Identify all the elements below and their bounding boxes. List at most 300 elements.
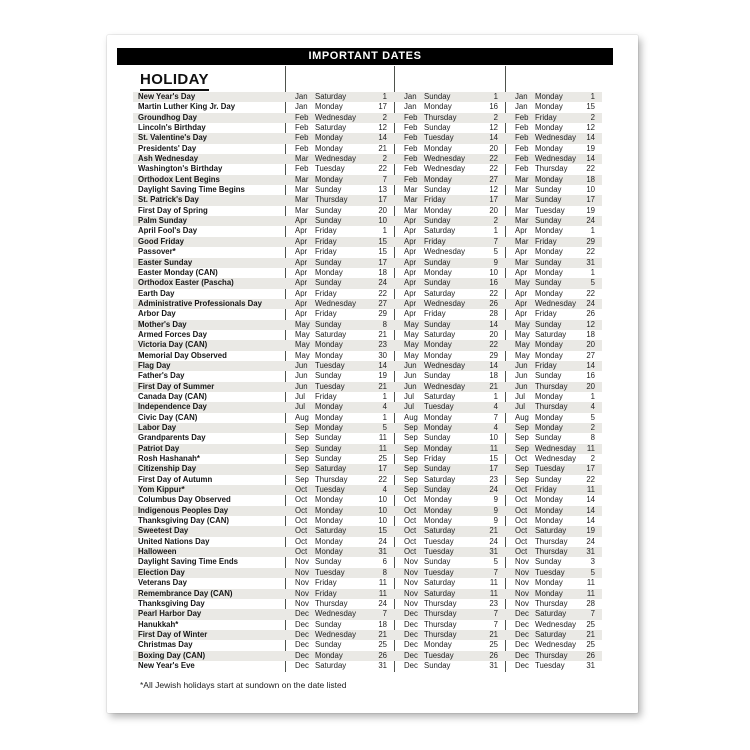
month-abbrev: Mar <box>515 174 529 184</box>
holiday-name: Mother's Day <box>138 319 187 329</box>
month-abbrev: Feb <box>295 164 309 174</box>
date-column-2 <box>394 133 505 143</box>
date-column-1 <box>285 361 394 371</box>
date-column-2 <box>394 578 505 588</box>
day-number: 31 <box>586 660 595 670</box>
date-column-2 <box>394 651 505 661</box>
day-number: 11 <box>378 443 387 453</box>
month-abbrev: Dec <box>295 660 309 670</box>
date-column-3 <box>505 475 602 485</box>
month-abbrev: Apr <box>404 236 417 246</box>
day-number: 10 <box>489 267 498 277</box>
weekday-name: Saturday <box>424 288 456 298</box>
day-number: 24 <box>378 536 387 546</box>
weekday-name: Tuesday <box>424 536 454 546</box>
day-number: 25 <box>586 619 595 629</box>
weekday-name: Wednesday <box>535 619 577 629</box>
month-abbrev: Oct <box>295 516 308 526</box>
day-number: 14 <box>586 505 595 515</box>
day-number: 26 <box>586 650 595 660</box>
table-row <box>133 299 602 309</box>
month-abbrev: Jun <box>515 371 528 381</box>
month-abbrev: May <box>295 350 310 360</box>
day-number: 1 <box>382 226 387 236</box>
day-number: 22 <box>586 164 595 174</box>
weekday-name: Sunday <box>315 278 342 288</box>
date-column-3 <box>505 589 602 599</box>
weekday-name: Sunday <box>315 640 342 650</box>
table-row <box>133 330 602 340</box>
weekday-name: Tuesday <box>535 567 565 577</box>
date-column-2 <box>394 226 505 236</box>
holiday-name: Memorial Day Observed <box>138 350 227 360</box>
date-column-3 <box>505 237 602 247</box>
weekday-name: Sunday <box>424 278 451 288</box>
weekday-name: Monday <box>535 505 563 515</box>
date-column-2 <box>394 237 505 247</box>
date-column-3 <box>505 506 602 516</box>
date-column-3 <box>505 113 602 123</box>
month-abbrev: Jan <box>404 102 417 112</box>
month-abbrev: Apr <box>515 288 528 298</box>
date-column-2 <box>394 299 505 309</box>
date-column-1 <box>285 444 394 454</box>
day-number: 11 <box>489 578 498 588</box>
weekday-name: Tuesday <box>315 164 345 174</box>
holiday-name: Easter Sunday <box>138 257 193 267</box>
weekday-name: Thursday <box>424 112 457 122</box>
month-abbrev: Mar <box>404 205 418 215</box>
month-abbrev: Nov <box>404 598 418 608</box>
weekday-name: Sunday <box>315 257 342 267</box>
weekday-name: Friday <box>315 288 337 298</box>
day-number: 7 <box>493 412 498 422</box>
day-number: 10 <box>489 433 498 443</box>
date-column-2 <box>394 506 505 516</box>
table-row <box>133 464 602 474</box>
month-abbrev: Feb <box>515 112 529 122</box>
weekday-name: Monday <box>535 516 563 526</box>
weekday-name: Monday <box>315 133 343 143</box>
month-abbrev: Mar <box>515 185 529 195</box>
weekday-name: Sunday <box>535 319 562 329</box>
date-column-2 <box>394 175 505 185</box>
day-number: 12 <box>586 319 595 329</box>
date-column-3 <box>505 330 602 340</box>
date-column-1 <box>285 340 394 350</box>
holiday-name: Civic Day (CAN) <box>138 412 198 422</box>
month-abbrev: Apr <box>404 298 417 308</box>
holiday-name: Independence Day <box>138 402 207 412</box>
holiday-name: Yom Kippur* <box>138 485 185 495</box>
weekday-name: Saturday <box>424 391 456 401</box>
weekday-name: Sunday <box>424 123 451 133</box>
weekday-name: Monday <box>424 495 452 505</box>
weekday-name: Monday <box>535 288 563 298</box>
month-abbrev: Jun <box>295 381 308 391</box>
day-number: 15 <box>378 526 387 536</box>
month-abbrev: Apr <box>404 309 417 319</box>
weekday-name: Monday <box>315 402 343 412</box>
date-column-1 <box>285 599 394 609</box>
date-column-3 <box>505 133 602 143</box>
weekday-name: Thursday <box>535 598 568 608</box>
holiday-name: Daylight Saving Time Ends <box>138 557 238 567</box>
holiday-name: Easter Monday (CAN) <box>138 267 218 277</box>
day-number: 7 <box>493 619 498 629</box>
month-abbrev: Jun <box>295 371 308 381</box>
weekday-name: Sunday <box>424 92 451 101</box>
holiday-name: Orthodox Easter (Pascha) <box>138 278 234 288</box>
weekday-name: Monday <box>315 412 343 422</box>
table-row <box>133 620 602 630</box>
month-abbrev: Nov <box>404 557 418 567</box>
month-abbrev: Mar <box>404 195 418 205</box>
day-number: 10 <box>378 505 387 515</box>
date-column-1 <box>285 309 394 319</box>
weekday-name: Wednesday <box>424 247 466 257</box>
day-number: 27 <box>586 350 595 360</box>
date-column-1 <box>285 320 394 330</box>
date-column-1 <box>285 299 394 309</box>
table-row <box>133 661 602 671</box>
month-abbrev: Feb <box>404 133 418 143</box>
weekday-name: Saturday <box>424 588 456 598</box>
day-number: 12 <box>489 185 498 195</box>
date-column-1 <box>285 289 394 299</box>
date-column-3 <box>505 175 602 185</box>
weekday-name: Monday <box>424 443 452 453</box>
day-number: 24 <box>489 485 498 495</box>
day-number: 15 <box>378 236 387 246</box>
month-abbrev: Sep <box>295 464 309 474</box>
day-number: 21 <box>489 629 498 639</box>
day-number: 1 <box>493 92 498 101</box>
holiday-name: New Year's Eve <box>138 660 195 670</box>
day-number: 23 <box>489 598 498 608</box>
date-column-1 <box>285 144 394 154</box>
table-row <box>133 557 602 567</box>
date-column-3 <box>505 464 602 474</box>
day-number: 8 <box>590 433 595 443</box>
month-abbrev: Sep <box>404 423 418 432</box>
day-number: 16 <box>489 102 498 112</box>
month-abbrev: Mar <box>515 205 529 215</box>
date-column-1 <box>285 226 394 236</box>
day-number: 22 <box>586 474 595 484</box>
day-number: 21 <box>378 143 387 153</box>
date-column-1 <box>285 195 394 205</box>
day-number: 21 <box>489 381 498 391</box>
holiday-name: Father's Day <box>138 371 185 381</box>
date-column-1 <box>285 123 394 133</box>
date-column-3 <box>505 402 602 412</box>
table-row <box>133 278 602 288</box>
weekday-name: Thursday <box>315 474 348 484</box>
month-abbrev: Feb <box>515 154 529 164</box>
day-number: 22 <box>489 154 498 164</box>
weekday-name: Sunday <box>535 185 562 195</box>
weekday-name: Monday <box>315 143 343 153</box>
day-number: 20 <box>378 205 387 215</box>
day-number: 16 <box>586 371 595 381</box>
date-column-1 <box>285 237 394 247</box>
date-column-2 <box>394 557 505 567</box>
day-number: 14 <box>378 133 387 143</box>
weekday-name: Sunday <box>315 205 342 215</box>
table-row <box>133 340 602 350</box>
month-abbrev: Nov <box>295 578 309 588</box>
planner-page <box>107 35 638 713</box>
month-abbrev: Oct <box>515 536 528 546</box>
date-column-3 <box>505 92 602 102</box>
month-abbrev: Sep <box>404 474 418 484</box>
day-number: 17 <box>378 195 387 205</box>
day-number: 22 <box>489 164 498 174</box>
weekday-name: Thursday <box>424 609 457 619</box>
day-number: 19 <box>586 143 595 153</box>
month-abbrev: Apr <box>295 267 308 277</box>
date-column-2 <box>394 589 505 599</box>
table-row <box>133 423 602 433</box>
month-abbrev: Jun <box>404 381 417 391</box>
table-row <box>133 123 602 133</box>
table-row <box>133 630 602 640</box>
weekday-name: Monday <box>424 267 452 277</box>
day-number: 5 <box>493 247 498 257</box>
date-column-3 <box>505 526 602 536</box>
day-number: 14 <box>586 360 595 370</box>
table-row <box>133 258 602 268</box>
weekday-name: Wednesday <box>535 154 577 164</box>
day-number: 20 <box>489 329 498 339</box>
month-abbrev: Feb <box>404 112 418 122</box>
day-number: 9 <box>493 495 498 505</box>
month-abbrev: Sep <box>404 485 418 495</box>
weekday-name: Sunday <box>535 474 562 484</box>
date-column-1 <box>285 537 394 547</box>
weekday-name: Thursday <box>535 164 568 174</box>
day-number: 29 <box>586 236 595 246</box>
weekday-name: Wednesday <box>424 154 466 164</box>
weekday-name: Monday <box>535 423 563 432</box>
weekday-name: Sunday <box>535 433 562 443</box>
month-abbrev: Feb <box>515 164 529 174</box>
month-abbrev: Apr <box>295 257 308 267</box>
weekday-name: Monday <box>424 516 452 526</box>
date-column-1 <box>285 640 394 650</box>
day-number: 24 <box>586 216 595 226</box>
date-column-3 <box>505 340 602 350</box>
month-abbrev: Aug <box>295 412 309 422</box>
day-number: 8 <box>382 319 387 329</box>
month-abbrev: Dec <box>515 660 529 670</box>
weekday-name: Tuesday <box>315 485 345 495</box>
table-row <box>133 547 602 557</box>
day-number: 2 <box>590 454 595 464</box>
day-number: 2 <box>382 154 387 164</box>
date-column-2 <box>394 547 505 557</box>
month-abbrev: Mar <box>515 195 529 205</box>
table-row <box>133 454 602 464</box>
month-abbrev: May <box>295 329 310 339</box>
date-column-1 <box>285 92 394 102</box>
month-abbrev: Jun <box>515 381 528 391</box>
date-column-3 <box>505 216 602 226</box>
day-number: 4 <box>493 402 498 412</box>
weekday-name: Saturday <box>315 526 347 536</box>
day-number: 22 <box>489 288 498 298</box>
month-abbrev: May <box>404 350 419 360</box>
weekday-name: Friday <box>424 236 446 246</box>
day-number: 6 <box>382 557 387 567</box>
day-number: 12 <box>489 123 498 133</box>
holiday-name: United Nations Day <box>138 536 210 546</box>
day-number: 18 <box>378 267 387 277</box>
date-column-3 <box>505 195 602 205</box>
holiday-name: Sweetest Day <box>138 526 189 536</box>
weekday-name: Sunday <box>535 195 562 205</box>
holiday-name: Washington's Birthday <box>138 164 223 174</box>
month-abbrev: Feb <box>515 143 529 153</box>
day-number: 17 <box>586 195 595 205</box>
date-column-2 <box>394 516 505 526</box>
table-row <box>133 133 602 143</box>
date-column-3 <box>505 547 602 557</box>
day-number: 22 <box>378 288 387 298</box>
day-number: 17 <box>586 464 595 474</box>
table-row <box>133 206 602 216</box>
weekday-name: Monday <box>424 102 452 112</box>
weekday-name: Thursday <box>424 598 457 608</box>
table-row <box>133 309 602 319</box>
day-number: 12 <box>378 123 387 133</box>
date-column-1 <box>285 185 394 195</box>
day-number: 31 <box>378 660 387 670</box>
month-abbrev: Sep <box>295 443 309 453</box>
weekday-name: Tuesday <box>424 547 454 557</box>
day-number: 1 <box>590 391 595 401</box>
day-number: 7 <box>382 174 387 184</box>
month-abbrev: Dec <box>515 609 529 619</box>
date-column-3 <box>505 309 602 319</box>
date-column-2 <box>394 195 505 205</box>
weekday-name: Sunday <box>315 216 342 226</box>
day-number: 19 <box>586 205 595 215</box>
day-number: 25 <box>378 640 387 650</box>
weekday-name: Sunday <box>424 319 451 329</box>
month-abbrev: Jan <box>404 92 417 101</box>
day-number: 4 <box>382 485 387 495</box>
date-column-3 <box>505 247 602 257</box>
month-abbrev: Dec <box>404 660 418 670</box>
date-column-1 <box>285 351 394 361</box>
table-row <box>133 402 602 412</box>
weekday-name: Monday <box>535 391 563 401</box>
date-column-3 <box>505 392 602 402</box>
day-number: 1 <box>590 267 595 277</box>
weekday-name: Tuesday <box>535 205 565 215</box>
date-column-3 <box>505 361 602 371</box>
day-number: 18 <box>586 329 595 339</box>
weekday-name: Monday <box>315 350 343 360</box>
date-column-1 <box>285 589 394 599</box>
weekday-name: Monday <box>535 340 563 350</box>
date-column-2 <box>394 444 505 454</box>
month-abbrev: Jan <box>295 102 308 112</box>
table-row <box>133 216 602 226</box>
date-column-1 <box>285 247 394 257</box>
day-number: 15 <box>489 454 498 464</box>
table-row <box>133 351 602 361</box>
date-column-2 <box>394 102 505 112</box>
day-number: 1 <box>382 391 387 401</box>
month-abbrev: Nov <box>295 557 309 567</box>
day-number: 1 <box>590 92 595 101</box>
month-abbrev: Dec <box>404 629 418 639</box>
day-number: 29 <box>489 350 498 360</box>
date-column-3 <box>505 185 602 195</box>
holiday-name: Remembrance Day (CAN) <box>138 588 233 598</box>
month-abbrev: Apr <box>515 267 528 277</box>
date-column-3 <box>505 423 602 433</box>
date-column-1 <box>285 382 394 392</box>
date-column-3 <box>505 661 602 671</box>
holiday-name: Presidents' Day <box>138 143 197 153</box>
month-abbrev: Nov <box>515 557 529 567</box>
month-abbrev: Oct <box>295 547 308 557</box>
holiday-name: Election Day <box>138 567 185 577</box>
month-abbrev: Feb <box>404 143 418 153</box>
weekday-name: Saturday <box>424 526 456 536</box>
table-row <box>133 113 602 123</box>
month-abbrev: Apr <box>404 226 417 236</box>
month-abbrev: Feb <box>515 133 529 143</box>
date-column-2 <box>394 206 505 216</box>
month-abbrev: Apr <box>404 216 417 226</box>
day-number: 11 <box>489 443 498 453</box>
day-number: 14 <box>489 319 498 329</box>
date-column-1 <box>285 175 394 185</box>
weekday-name: Wednesday <box>424 298 466 308</box>
day-number: 24 <box>489 536 498 546</box>
weekday-name: Wednesday <box>424 164 466 174</box>
date-column-3 <box>505 289 602 299</box>
holiday-name: Labor Day <box>138 423 177 432</box>
date-column-1 <box>285 630 394 640</box>
day-number: 10 <box>378 516 387 526</box>
day-number: 20 <box>586 381 595 391</box>
day-number: 21 <box>586 629 595 639</box>
day-number: 8 <box>382 567 387 577</box>
weekday-name: Monday <box>535 92 563 101</box>
month-abbrev: Nov <box>295 567 309 577</box>
date-column-3 <box>505 444 602 454</box>
day-number: 11 <box>378 578 387 588</box>
day-number: 18 <box>378 619 387 629</box>
date-column-2 <box>394 216 505 226</box>
day-number: 2 <box>382 112 387 122</box>
month-abbrev: Dec <box>404 619 418 629</box>
date-column-2 <box>394 92 505 102</box>
weekday-name: Monday <box>315 536 343 546</box>
date-column-3 <box>505 320 602 330</box>
weekday-name: Friday <box>424 309 446 319</box>
day-number: 21 <box>378 629 387 639</box>
weekday-name: Thursday <box>535 650 568 660</box>
date-column-1 <box>285 102 394 112</box>
date-column-2 <box>394 361 505 371</box>
